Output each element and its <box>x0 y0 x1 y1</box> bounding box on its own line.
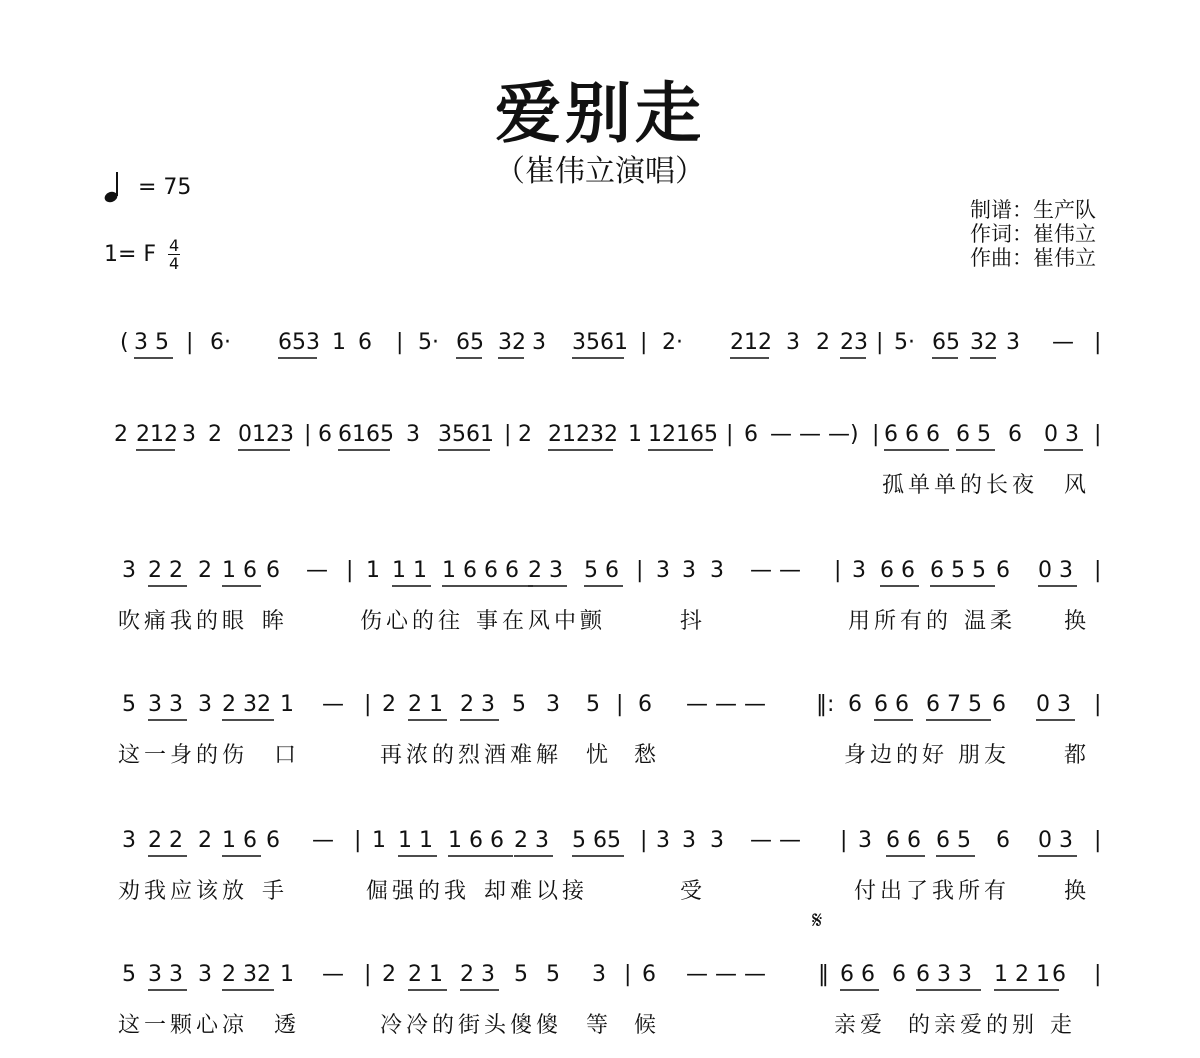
credit-lyricist: 作词：崔伟立 <box>970 222 1096 246</box>
barline: | <box>834 558 842 583</box>
lyric-fragment: 等 <box>586 1013 613 1038</box>
lyric-fragment: 换 <box>1064 879 1091 904</box>
barline: | <box>504 422 512 447</box>
notation-line <box>100 318 1100 364</box>
song-subtitle: （崔伟立演唱） <box>495 154 705 189</box>
lyric-fragment: 愁 <box>634 743 661 768</box>
note-group: 2 32 <box>222 962 271 987</box>
note-group: 3 <box>710 828 724 853</box>
rhythm-beams <box>100 410 1100 456</box>
note-group: 3561 <box>438 422 494 447</box>
note-group: 6 <box>642 962 656 987</box>
note-group: 3 <box>406 422 420 447</box>
key-signature <box>104 238 180 271</box>
lyric-fragment: 身边的好 <box>844 743 949 768</box>
note-group: 6 <box>996 558 1010 583</box>
tempo-marking <box>104 170 191 204</box>
note-group: 6 <box>266 558 280 583</box>
note-group: 5 <box>122 962 136 987</box>
note-group: 3 <box>198 692 212 717</box>
note-group: 6 3 3 <box>916 962 972 987</box>
note-group: 2 <box>198 558 212 583</box>
barline: | <box>1094 422 1102 447</box>
barline: | <box>636 558 644 583</box>
lyric-fragment: 忧 <box>586 743 613 768</box>
note-group: 5 <box>512 692 526 717</box>
lyric-fragment: 朋友 <box>958 743 1011 768</box>
note-group: 5 <box>586 692 600 717</box>
note-group: 0 3 <box>1038 558 1073 583</box>
note-group: 1 6 <box>222 558 257 583</box>
note-group: 6 6 <box>874 692 909 717</box>
barline: ‖: <box>816 692 835 717</box>
notation-line <box>100 546 1100 592</box>
lyric-fragment: 走 <box>1050 1013 1077 1038</box>
note-group: 0 3 <box>1036 692 1071 717</box>
note-group: 5 <box>514 962 528 987</box>
lyric-fragment: 口 <box>274 743 301 768</box>
note-group: 1 1 <box>392 558 427 583</box>
note-group: 5 65 <box>572 828 621 853</box>
barline: | <box>872 422 880 447</box>
lyric-fragment: 透 <box>274 1013 301 1038</box>
note-group: — <box>312 828 334 853</box>
barline: | <box>364 692 372 717</box>
note-group: 2· <box>662 330 683 355</box>
note-group: 1 1 <box>398 828 433 853</box>
note-group: 3 5 <box>134 330 169 355</box>
note-group: 3 <box>786 330 800 355</box>
lyric-fragment: 却难以接 <box>484 879 589 904</box>
lyric-fragment: 换 <box>1064 609 1091 634</box>
note-group: 0 3 <box>1044 422 1079 447</box>
note-group: 2 2 <box>148 558 183 583</box>
note-group: 2 3 <box>460 692 495 717</box>
rhythm-beams <box>100 950 1100 996</box>
lyrics-line <box>100 738 1100 772</box>
note-group: 2 3 <box>528 558 563 583</box>
note-group: 6 <box>1052 962 1066 987</box>
credits <box>970 198 1096 270</box>
note-group: 1 <box>280 962 294 987</box>
note-group: 1 2 1 <box>994 962 1050 987</box>
note-group: 3 <box>682 828 696 853</box>
note-group: 6 <box>892 962 906 987</box>
note-group: 6 <box>318 422 332 447</box>
credit-arranger: 制谱：生产队 <box>970 198 1096 222</box>
lyric-fragment: 眸 <box>262 609 289 634</box>
staff-line-5 <box>100 806 1100 924</box>
note-group: 2 3 <box>514 828 549 853</box>
segno-icon: 𝄋 <box>812 906 823 934</box>
note-group: 6 6 6 <box>884 422 940 447</box>
note-group: 1 <box>628 422 642 447</box>
note-group: 6 6 <box>880 558 915 583</box>
note-group: 653 <box>278 330 320 355</box>
notation-line <box>100 816 1100 862</box>
note-group: 3 <box>592 962 606 987</box>
lyric-fragment: 的亲爱的别 <box>908 1013 1039 1038</box>
note-group: 212 <box>730 330 772 355</box>
lyric-fragment: 用所有的 <box>848 609 953 634</box>
rhythm-beams <box>100 318 1100 364</box>
lyric-fragment: 孤单单的长夜 <box>882 473 1039 498</box>
barline: | <box>346 558 354 583</box>
note-group: 1 <box>372 828 386 853</box>
note-group: — — —) <box>770 422 859 447</box>
lyric-fragment: 手 <box>262 879 289 904</box>
lyric-fragment: 都 <box>1064 743 1091 768</box>
note-group: 6 <box>848 692 862 717</box>
barline: | <box>1094 962 1102 987</box>
note-group: 6 <box>638 692 652 717</box>
note-group: 6 5 <box>936 828 971 853</box>
note-group: 3 <box>182 422 196 447</box>
lyric-fragment: 受 <box>680 879 707 904</box>
barline: | <box>876 330 884 355</box>
lyric-fragment: 亲爱 <box>834 1013 887 1038</box>
note-group: 1 <box>280 692 294 717</box>
note-group: 1 <box>366 558 380 583</box>
barline: | <box>396 330 404 355</box>
note-group: 6165 <box>338 422 394 447</box>
note-group: 3 <box>852 558 866 583</box>
note-group: 6 <box>992 692 1006 717</box>
note-group: 6 <box>1008 422 1022 447</box>
note-group: 6· <box>210 330 231 355</box>
note-group: 1 6 <box>222 828 257 853</box>
barline: | <box>624 962 632 987</box>
lyrics-line <box>100 604 1100 638</box>
note-group: — — <box>750 558 801 583</box>
lyric-fragment: 倔强的我 <box>366 879 471 904</box>
note-group: 2 <box>198 828 212 853</box>
note-group: 2 <box>382 962 396 987</box>
lyric-fragment: 这一身的伤 <box>118 743 249 768</box>
note-group: 0123 <box>238 422 294 447</box>
notation-line <box>100 680 1100 726</box>
lyric-fragment: 付出了我所有 <box>854 879 1011 904</box>
note-group: 212 <box>136 422 178 447</box>
note-group: 2 1 <box>408 692 443 717</box>
note-group: 6 5 5 <box>930 558 986 583</box>
lyric-fragment: 冷冷的街头傻傻 <box>380 1013 563 1038</box>
note-group: 21232 <box>548 422 618 447</box>
lyric-fragment: 风 <box>1064 473 1091 498</box>
time-signature-bottom: 4 <box>168 254 180 273</box>
notation-line <box>100 410 1100 456</box>
barline: | <box>1094 828 1102 853</box>
lyric-fragment: 抖 <box>680 609 707 634</box>
note-group: — — — <box>686 962 766 987</box>
lyrics-line <box>100 468 1100 502</box>
note-group: 2 1 <box>408 962 443 987</box>
rhythm-beams <box>100 680 1100 726</box>
staff-line-3 <box>100 536 1100 654</box>
note-group: 2 <box>208 422 222 447</box>
note-group: 65 <box>456 330 484 355</box>
barline: | <box>364 962 372 987</box>
barline: | <box>1094 692 1102 717</box>
note-group: 2 <box>382 692 396 717</box>
lyric-fragment: 再浓的烈酒难解 <box>380 743 563 768</box>
barline: | <box>640 330 648 355</box>
note-group: 32 <box>498 330 526 355</box>
time-signature-top: 4 <box>168 236 180 255</box>
lyrics-line <box>100 1008 1100 1042</box>
note-group: 6 <box>358 330 372 355</box>
note-group: 3 <box>710 558 724 583</box>
note-group: 3 <box>682 558 696 583</box>
barline: | <box>1094 558 1102 583</box>
note-group: — — — <box>686 692 766 717</box>
note-group: 1 6 6 6 <box>442 558 519 583</box>
barline: | <box>616 692 624 717</box>
note-group: 3 <box>1006 330 1020 355</box>
staff-line-2 <box>100 400 1100 518</box>
note-group: 5 6 <box>584 558 619 583</box>
note-group: 0 3 <box>1038 828 1073 853</box>
lyric-fragment: 伤心的往 <box>360 609 465 634</box>
note-group: — <box>306 558 328 583</box>
tempo-text: = 75 <box>138 174 192 200</box>
note-group: — <box>322 692 344 717</box>
note-group: 3 <box>656 558 670 583</box>
note-group: 2 2 <box>148 828 183 853</box>
note-group: 32 <box>970 330 998 355</box>
time-signature <box>168 238 180 271</box>
lyric-fragment: 这一颗心凉 <box>118 1013 249 1038</box>
note-group: 3 <box>656 828 670 853</box>
rhythm-beams <box>100 816 1100 862</box>
note-group: 2 32 <box>222 692 271 717</box>
note-group: 23 <box>840 330 868 355</box>
lyric-fragment: 温柔 <box>964 609 1017 634</box>
barline: ‖ <box>818 962 829 987</box>
lyric-fragment: 候 <box>634 1013 661 1038</box>
barline: | <box>726 422 734 447</box>
note-group: — <box>1052 330 1074 355</box>
note-group: 12165 <box>648 422 718 447</box>
note-group: 3 <box>122 828 136 853</box>
note-group: ( <box>120 330 129 355</box>
staff-line-6 <box>100 940 1100 1058</box>
notation-line <box>100 950 1100 996</box>
note-group: 3 <box>122 558 136 583</box>
rhythm-beams <box>100 546 1100 592</box>
note-group: 6 6 <box>886 828 921 853</box>
barline: | <box>1094 330 1102 355</box>
barline: | <box>186 330 194 355</box>
note-group: 2 <box>518 422 532 447</box>
lyrics-line <box>100 874 1100 908</box>
note-group: 3561 <box>572 330 628 355</box>
note-group: 3 <box>532 330 546 355</box>
note-group: 5· <box>894 330 915 355</box>
note-group: 3 3 <box>148 962 183 987</box>
note-group: 5 <box>122 692 136 717</box>
note-group: 1 6 6 <box>448 828 504 853</box>
note-group: 6 <box>996 828 1010 853</box>
barline: | <box>640 828 648 853</box>
note-group: 3 <box>858 828 872 853</box>
key-text: 1= F <box>104 242 157 267</box>
note-group: — <box>322 962 344 987</box>
barline: | <box>840 828 848 853</box>
staff-line-4 <box>100 670 1100 788</box>
lyric-fragment: 吹痛我的眼 <box>118 609 249 634</box>
quarter-note-icon <box>104 170 120 204</box>
barline: | <box>304 422 312 447</box>
note-group: 6 7 5 <box>926 692 982 717</box>
barline: | <box>354 828 362 853</box>
note-group: 3 <box>198 962 212 987</box>
note-group: 6 <box>744 422 758 447</box>
note-group: 2 <box>816 330 830 355</box>
lyric-fragment: 劝我应该放 <box>118 879 249 904</box>
note-group: 3 3 <box>148 692 183 717</box>
note-group: 6 6 <box>840 962 875 987</box>
note-group: — — <box>750 828 801 853</box>
note-group: 6 <box>266 828 280 853</box>
song-title: 爱别走 <box>495 75 705 152</box>
note-group: 5· <box>418 330 439 355</box>
note-group: 2 <box>114 422 128 447</box>
note-group: 65 <box>932 330 960 355</box>
credit-composer: 作曲：崔伟立 <box>970 246 1096 270</box>
note-group: 5 <box>546 962 560 987</box>
note-group: 6 5 <box>956 422 991 447</box>
note-group: 3 <box>546 692 560 717</box>
note-group: 2 3 <box>460 962 495 987</box>
lyric-fragment: 事在风中颤 <box>476 609 607 634</box>
note-group: 1 <box>332 330 346 355</box>
